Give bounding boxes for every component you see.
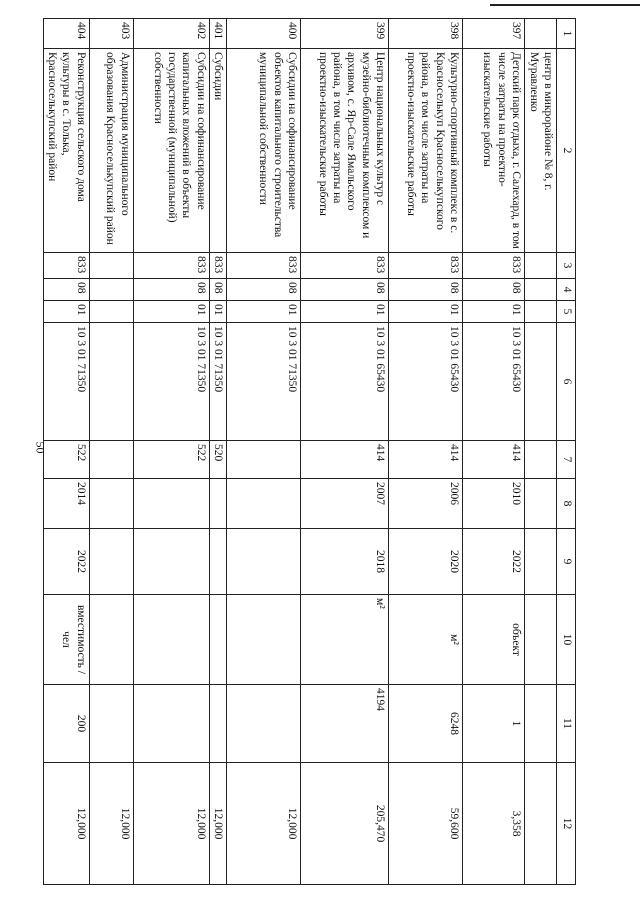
cell-c4 bbox=[89, 279, 133, 301]
rotated-table-container bbox=[46, 18, 576, 884]
cell-number: 402 bbox=[133, 19, 209, 49]
cell-name: Субсидии bbox=[209, 49, 226, 253]
cell-c6: 10 3 01 71350 bbox=[227, 323, 301, 441]
cell-name: Детский парк отдыха, г. Салехард, в том числе затраты на проектно-изыскательские работы bbox=[463, 49, 525, 253]
cell-c9: 2022 bbox=[43, 529, 89, 595]
header-cell: 6 bbox=[557, 323, 576, 441]
header-row bbox=[557, 19, 576, 885]
cell-c9 bbox=[209, 529, 226, 595]
cell-c6: 10 3 01 71350 bbox=[209, 323, 226, 441]
header-cell: 7 bbox=[557, 441, 576, 479]
cell-c8 bbox=[89, 479, 133, 529]
cell-c3: 833 bbox=[209, 253, 226, 279]
cell-c11 bbox=[133, 685, 209, 763]
header-cell: 2 bbox=[557, 49, 576, 253]
cell-c12: 12,000 bbox=[133, 763, 209, 885]
cell-c8: 2007 bbox=[301, 479, 389, 529]
cell-c5: 01 bbox=[463, 301, 525, 323]
cell-c6: 10 3 01 71350 bbox=[133, 323, 209, 441]
cell-c4: 08 bbox=[43, 279, 89, 301]
cell-number: 404 bbox=[43, 19, 89, 49]
cell-c11 bbox=[89, 685, 133, 763]
cell-c11: 200 bbox=[43, 685, 89, 763]
cell-c5 bbox=[89, 301, 133, 323]
cell-c4: 08 bbox=[133, 279, 209, 301]
cell-c5: 01 bbox=[133, 301, 209, 323]
cell-c6: 10 3 01 65430 bbox=[389, 323, 463, 441]
header-cell: 8 bbox=[557, 479, 576, 529]
cell-c5: 01 bbox=[227, 301, 301, 323]
header-cell: 10 bbox=[557, 595, 576, 685]
cell-c3 bbox=[525, 253, 557, 279]
cell-c9: 2018 bbox=[301, 529, 389, 595]
cell-number: 403 bbox=[89, 19, 133, 49]
cell-c6: 10 3 01 71350 bbox=[43, 323, 89, 441]
cell-c7: 414 bbox=[301, 441, 389, 479]
cell-c7 bbox=[525, 441, 557, 479]
cell-c8: 2006 bbox=[389, 479, 463, 529]
cell-c11 bbox=[227, 685, 301, 763]
cell-c4: 08 bbox=[227, 279, 301, 301]
cell-c8: 2014 bbox=[43, 479, 89, 529]
table-row bbox=[89, 19, 133, 885]
cell-c5: 01 bbox=[301, 301, 389, 323]
cell-c10 bbox=[89, 595, 133, 685]
header-cell: 1 bbox=[557, 19, 576, 49]
cell-c10 bbox=[209, 595, 226, 685]
cell-c5: 01 bbox=[389, 301, 463, 323]
cell-c5 bbox=[525, 301, 557, 323]
budget-table bbox=[43, 18, 576, 885]
cell-c5: 01 bbox=[209, 301, 226, 323]
cell-c10 bbox=[227, 595, 301, 685]
page-number: 50 bbox=[33, 441, 48, 454]
cell-number: 398 bbox=[389, 19, 463, 49]
cell-c10: вместимость /чел bbox=[43, 595, 89, 685]
cell-c3: 833 bbox=[43, 253, 89, 279]
cell-c6: 10 3 01 65430 bbox=[301, 323, 389, 441]
cell-c11: 1 bbox=[463, 685, 525, 763]
table-row bbox=[301, 19, 389, 885]
cell-c8: 2010 bbox=[463, 479, 525, 529]
cell-c9: 2022 bbox=[463, 529, 525, 595]
cell-c9: 2020 bbox=[389, 529, 463, 595]
cell-c7: 522 bbox=[133, 441, 209, 479]
cell-c8 bbox=[209, 479, 226, 529]
cell-c12: 12,000 bbox=[89, 763, 133, 885]
cell-c7: 414 bbox=[463, 441, 525, 479]
cell-c4: 08 bbox=[301, 279, 389, 301]
cell-c8 bbox=[525, 479, 557, 529]
header-cell: 4 bbox=[557, 279, 576, 301]
cell-c10 bbox=[133, 595, 209, 685]
cell-name: Реконструкция сельского дома культуры в с. Толька, Красноселькупский район bbox=[43, 49, 89, 253]
cell-c6 bbox=[525, 323, 557, 441]
table-row bbox=[43, 19, 89, 885]
header-cell: 9 bbox=[557, 529, 576, 595]
cell-name: Субсидии на софинансирование объектов капитального строительства муниципальной собственности bbox=[227, 49, 301, 253]
cell-c3: 833 bbox=[227, 253, 301, 279]
cell-c6: 10 3 01 65430 bbox=[463, 323, 525, 441]
header-cell: 3 bbox=[557, 253, 576, 279]
top-rule bbox=[490, 4, 640, 6]
cell-c9 bbox=[227, 529, 301, 595]
header-cell: 11 bbox=[557, 685, 576, 763]
cell-c7: 522 bbox=[43, 441, 89, 479]
cell-c7 bbox=[89, 441, 133, 479]
header-cell: 5 bbox=[557, 301, 576, 323]
table-row bbox=[209, 19, 226, 885]
cell-c10: м² bbox=[389, 595, 463, 685]
cell-name: Администрация муниципального образования Красноселькупский район bbox=[89, 49, 133, 253]
cell-c4 bbox=[525, 279, 557, 301]
cell-name: Культурно-спортивный комплекс в с. Красноселькуп Красноселькупского района, в том числе затраты на проектно-изыскательские работы bbox=[389, 49, 463, 253]
cell-c4: 08 bbox=[389, 279, 463, 301]
cell-c4: 08 bbox=[463, 279, 525, 301]
cell-c3 bbox=[89, 253, 133, 279]
cell-c12 bbox=[525, 763, 557, 885]
cell-c4: 08 bbox=[209, 279, 226, 301]
cell-c6 bbox=[89, 323, 133, 441]
cell-name: Субсидии на софинансирование капитальных вложений в объекты государственной (муниципальной) собственности bbox=[133, 49, 209, 253]
table-row bbox=[525, 19, 557, 885]
cell-c10: м² bbox=[301, 595, 389, 685]
cell-c7 bbox=[227, 441, 301, 479]
cell-c3: 833 bbox=[301, 253, 389, 279]
cell-name: Центр национальных культур с музейно-библиотечным комплексом и архивом, с. Яр-Сале Ямальского района, в том числе затраты на проектно-изыскательские работы bbox=[301, 49, 389, 253]
cell-c5: 01 bbox=[43, 301, 89, 323]
table-row bbox=[227, 19, 301, 885]
cell-c10 bbox=[525, 595, 557, 685]
cell-name: центр в микрорайоне № 8, г. Муравленко bbox=[525, 49, 557, 253]
cell-c11 bbox=[525, 685, 557, 763]
cell-c3: 833 bbox=[133, 253, 209, 279]
cell-c12: 59,600 bbox=[389, 763, 463, 885]
header-cell: 12 bbox=[557, 763, 576, 885]
cell-c3: 833 bbox=[389, 253, 463, 279]
cell-c12: 205,470 bbox=[301, 763, 389, 885]
table-row bbox=[133, 19, 209, 885]
cell-number bbox=[525, 19, 557, 49]
cell-c12: 3,358 bbox=[463, 763, 525, 885]
cell-c11 bbox=[209, 685, 226, 763]
cell-c12: 12,000 bbox=[227, 763, 301, 885]
table-row bbox=[463, 19, 525, 885]
cell-c11: 4194 bbox=[301, 685, 389, 763]
cell-c9 bbox=[133, 529, 209, 595]
cell-c11: 6248 bbox=[389, 685, 463, 763]
cell-number: 397 bbox=[463, 19, 525, 49]
cell-c8 bbox=[133, 479, 209, 529]
table-row bbox=[389, 19, 463, 885]
cell-c10: объект bbox=[463, 595, 525, 685]
cell-c12: 12,000 bbox=[43, 763, 89, 885]
cell-c12: 12,000 bbox=[209, 763, 226, 885]
cell-c9 bbox=[89, 529, 133, 595]
cell-number: 401 bbox=[209, 19, 226, 49]
cell-number: 399 bbox=[301, 19, 389, 49]
cell-c7: 520 bbox=[209, 441, 226, 479]
cell-c8 bbox=[227, 479, 301, 529]
cell-number: 400 bbox=[227, 19, 301, 49]
cell-c7: 414 bbox=[389, 441, 463, 479]
cell-c9 bbox=[525, 529, 557, 595]
cell-c3: 833 bbox=[463, 253, 525, 279]
